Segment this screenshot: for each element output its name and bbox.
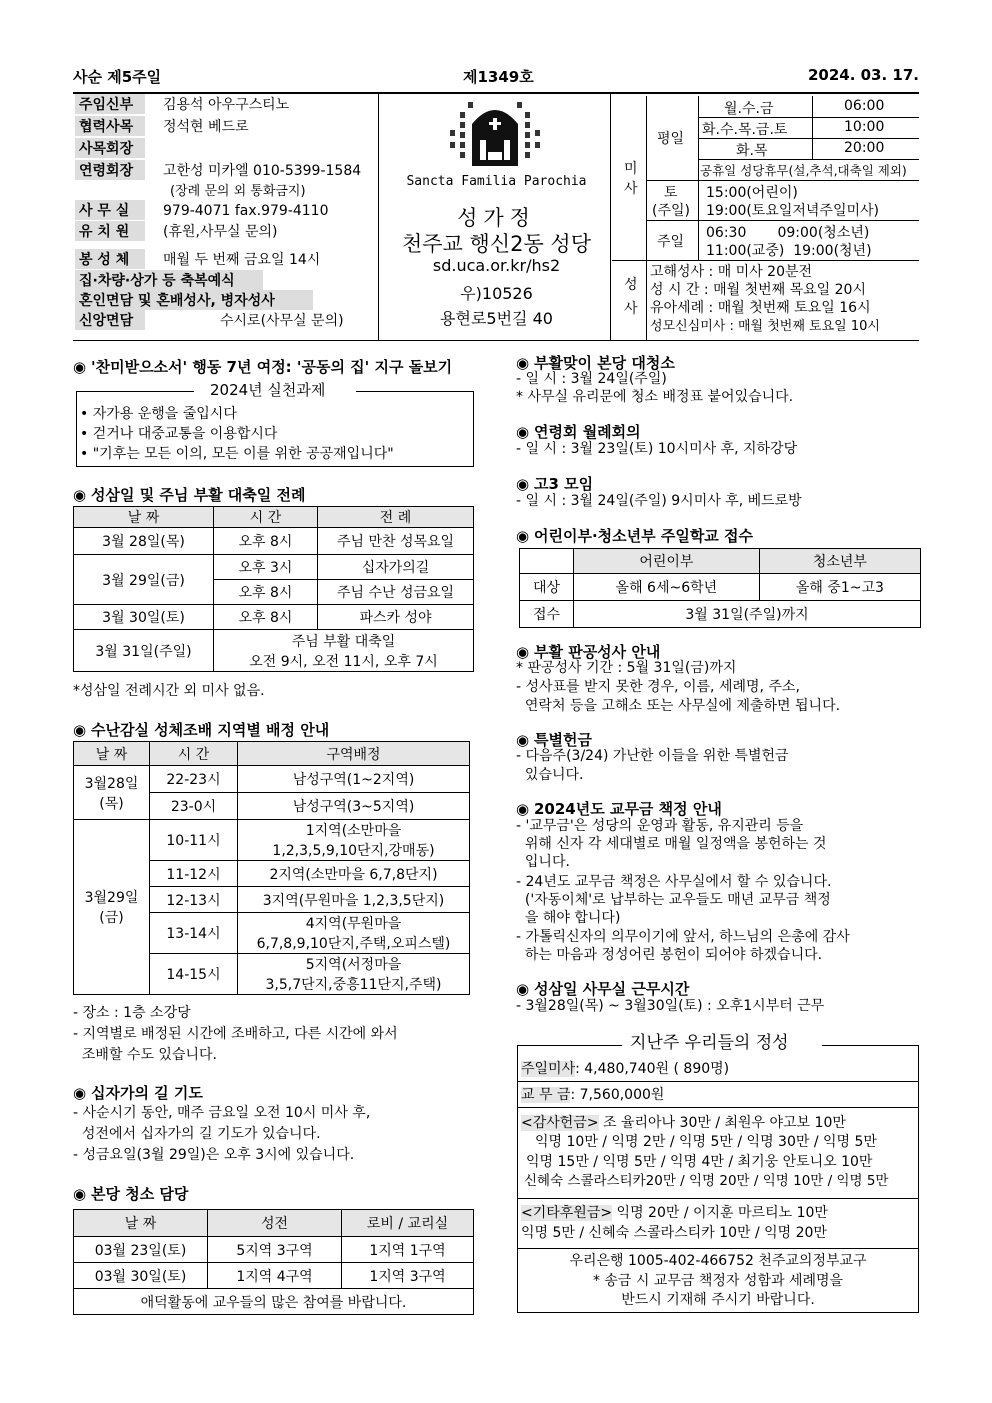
bank-line-2: * 송금 시 교무금 책정자 성함과 세례명을 [592,1273,844,1289]
dues-line-8: 하는 마음과 정성어린 봉헌이 되어야 하겠습니다. [516,947,823,963]
weekday-3: 화.목 [736,143,768,159]
laudato-item-1: • 자가용 운행을 줄입시다 [80,406,237,422]
parish-url[interactable]: sd.uca.or.kr/hs2 [432,256,561,275]
saturday-mass-2: 19:00(토요일저녁주일미사) [706,203,879,219]
parish-logo [440,100,550,172]
triduum-table: 날 짜 시 간 전 례 3월 28일(목) 오후 8시 주님 만찬 성목요일 3월 29일(금) 오후 3시 십자가의길 오후 8시 주님 수난 성금요일 3월 30일(토) 오후 8시 파스카 성야 3월 31일(주일) 주님 부활 대축일 오전 9시, 오전 11시, 오후 7시 [73,506,474,672]
weekday-label: 평일 [657,131,685,147]
issue-date: 2024. 03. 17. [807,66,919,84]
sunday-school-table: 어린이부 청소년부 대상 올해 6세~6학년 올해 중1~고3 접수 3월 31일(주일)까지 [519,548,921,628]
dues-line-1: - '교무금'은 성당의 운영과 활동, 유지관리 등을 [516,818,804,834]
stations-title: ◉ 십자가의 길 기도 [73,1084,203,1102]
offering-sunday: 주일미사: 4,480,740원 ( 890명) [521,1061,730,1077]
kinder-label: 유 치 원 [75,221,145,241]
adoration-note-3: 조배할 수도 있습니다. [73,1047,217,1063]
adoration-table: 날 짜 시 간 구역배정 3월28일 (목) 22-23시 남성구역(1~2지역) 23-0시 남성구역(3~5지역) 3월29일 (금) 10-11시 1지역(소만마을 1,2,3,5,9,10단지,강매동) 11-12시 2지역(소만마을 6,7,8단지) 12-13시 3지역(무원마을 1,2,3,5단지) 13-14시 4지역(무원마을 6,7,8,9,10단지,주택,오피스텔) 14-15시 5지역(서정마을 3,5,7단지,중흥11단지,주택) [73,741,470,995]
bank-line-3: 반드시 기재해 주시기 바랍니다. [621,1292,815,1308]
triduum-title: ◉ 성삼일 및 주님 부활 대축일 전례 [73,486,306,504]
offering-title: 지난주 우리들의 정성 [630,1033,789,1053]
stations-line-3: - 성금요일(3월 29일)은 오후 3시에 있습니다. [73,1147,355,1163]
sacrament-3: 유아세례 : 매월 첫번째 토요일 16시 [650,300,871,316]
triduum-note: *성삼일 전례시간 외 미사 없음. [73,683,265,699]
easter-cleaning-title: ◉ 부활맞이 본당 대청소 [516,354,675,372]
thanks-line-2: 익명 10만 / 익명 2만 / 익명 5만 / 익명 30만 / 익명 5만 [535,1134,877,1150]
thanks-line-4: 신혜숙 스콜라스티카20만 / 익명 20만 / 익명 10만 / 익명 5만 [524,1173,889,1189]
saturday-label: 토 [664,185,678,201]
cleaning-table: 날 짜 성전 로비 / 교리실 03월 23일(토) 5지역 3구역 1지역 1구역 03월 30일(토) 1지역 4구역 1지역 3구역 애덕활동에 교우들의 많은 참여를 바랍니다. [73,1209,474,1315]
dues-line-6: 을 해야 합니다) [516,910,621,926]
zip-code: 우)10526 [460,284,533,303]
faith-label: 신앙면담 [75,310,145,330]
easter-cleaning-line-1: - 일 시 : 3월 24일(주일) [516,371,667,387]
wedding: 혼인면담 및 혼배성사, 병자성사 [75,290,313,310]
pastor-label: 주임신부 [75,94,145,114]
adoration-note-1: - 장소 : 1층 소강당 [73,1005,191,1021]
time-3: 20:00 [844,140,885,156]
laudato-item-2: • 걷거나 대중교통을 이용합시다 [80,426,278,442]
sunday-mass-1: 06:30 09:00(청소년) [706,225,870,241]
mass-label-mi: 미 [624,161,638,177]
confession-title: ◉ 부활 판공성사 안내 [516,643,661,661]
stations-line-2: 성전에서 십자가의 길 기도가 있습니다. [73,1126,321,1142]
cleaning-title: ◉ 본당 청소 담당 [73,1185,189,1203]
latin-name: Sancta Familia Parochia [406,174,587,189]
kinder: (휴원,사무실 문의) [163,224,278,240]
church-name: 천주교 행신2동 성당 [402,232,591,256]
easter-cleaning-line-2: * 사무실 유리문에 청소 배정표 붙어있습니다. [516,389,794,405]
dues-line-7: - 가톨릭신자의 의무이기에 앞서, 하느님의 은총에 감사 [516,929,850,945]
blessing: 집·차량·상가 등 축복예식 [75,270,263,290]
sacrament-4: 성모신심미사 : 매월 첫번째 토요일 10시 [650,319,880,334]
special-line-1: - 다음주(3/24) 가난한 이들을 위한 특별헌금 [516,748,789,764]
service-label: 봉 성 체 [75,249,145,269]
union: 고한성 미카엘 010-5399-1584 [163,163,362,179]
office-hours-title: ◉ 성삼일 사무실 근무시간 [516,980,690,998]
union-label: 연령회장 [75,160,145,180]
senior-line: - 일 시 : 3월 24일(주일) 9시미사 후, 베드로방 [516,493,802,509]
sunday-label: 주일 [657,234,685,250]
special-offering-title: ◉ 특별헌금 [516,731,592,749]
adoration-note-2: - 지역별로 배정된 시간에 조배하고, 다른 시간에 와서 [73,1026,398,1042]
sacrament-label-sa: 사 [624,301,638,317]
adoration-title: ◉ 수난감실 성체조배 지역별 배정 안내 [73,721,330,739]
special-line-2: 있습니다. [516,767,584,783]
dues-line-4: - 24년도 교무금 책정은 사무실에서 할 수 있습니다. [516,874,832,890]
senior-title: ◉ 고3 모임 [516,475,594,493]
sacrament-label-seong: 성 [624,277,638,293]
office-label: 사 무 실 [75,200,145,220]
mass-schedule [612,96,919,340]
assoc: 정석현 베드로 [163,119,249,135]
laudato-box-title: 2024년 실천과제 [210,381,326,399]
laudato-title: ◉ '찬미받으소서' 행동 7년 여정: '공동의 집' 지구 돌보기 [73,358,453,376]
confession-line-3: 연락처 등을 고해소 또는 사무실에 제출하면 됩니다. [516,698,841,714]
thanks-line-3: 익명 15만 / 익명 5만 / 익명 4만 / 최기웅 안토니오 10만 [526,1154,873,1170]
header-divider-1 [378,94,379,340]
thanks-line-1: <감사헌금> 조 율리아나 30만 / 최원우 야고보 10만 [521,1115,846,1131]
time-1: 06:00 [844,98,885,114]
pastor: 김용석 아우구스티노 [163,97,290,113]
dues-title: ◉ 2024년도 교무금 책정 안내 [516,800,722,818]
assoc-label: 협력사목 [75,116,145,136]
sunday-school-title: ◉ 어린이부·청소년부 주일학교 접수 [516,527,754,545]
time-2: 10:00 [844,119,885,135]
sunday-mass-2: 11:00(교중) 19:00(청년) [706,243,872,259]
mass-label-sa: 사 [624,181,638,197]
holiday-note: 공휴일 성당휴무(설,추석,대축일 제외) [700,163,907,178]
dues-line-2: 위해 신자 각 세대별로 매월 일정액을 봉헌하는 것 [516,836,827,852]
confession-line-2: - 성사표를 받지 못한 경우, 이름, 세례명, 주소, [516,679,800,695]
dues-line-3: 입니다. [516,854,570,870]
sacrament-2: 성 시 간 : 매월 첫번째 목요일 20시 [650,282,866,298]
union-meeting-line: - 일 시 : 3월 23일(토) 10시미사 후, 지하강당 [516,441,798,457]
weekday-1: 월.수.금 [724,101,774,117]
header-divider-2 [610,94,611,340]
office: 979-4071 fax.979-4110 [163,203,329,219]
confession-line-1: * 판공성사 기간 : 5월 31일(금)까지 [516,660,737,676]
union-meeting-title: ◉ 연령회 월례회의 [516,423,641,441]
union-note: (장례 문의 외 통화금지) [170,184,306,199]
sacrament-1: 고해성사 : 매 미사 20분전 [650,264,813,280]
stations-line-1: - 사순시기 동안, 매주 금요일 오전 10시 미사 후, [73,1105,371,1121]
etc-line-1: <기타후원금> 익명 20만 / 이지훈 마르티노 10만 [521,1205,828,1221]
weekday-2: 화.수.목.금.토 [702,122,788,138]
parish-name: 성가정 [457,206,536,230]
bank-line-1: 우리은행 1005-402-466752 천주교의정부교구 [569,1253,867,1269]
etc-line-2: 익명 5만 / 신혜숙 스콜라스티카 10만 / 익명 20만 [521,1225,827,1241]
saturday-mass-1: 15:00(어린이) [706,185,798,201]
liturgical-day: 사순 제5주일 [73,68,162,86]
laudato-item-3: • "기후는 모든 이의, 모든 이를 위한 공공재입니다" [80,446,394,462]
offering-dues: 교 무 금: 7,560,000원 [521,1087,665,1103]
header-line [73,66,919,88]
header-bottom-rule [73,340,919,341]
office-hours-line: - 3월28일(목) ~ 3월30일(토) : 오후1시부터 근무 [516,998,825,1014]
faith: 수시로(사무실 문의) [220,313,344,329]
saturday-sub: (주일) [652,203,690,219]
address: 용현로5번길 40 [440,309,553,328]
dues-line-5: ('자동이체'로 납부하는 교우들도 매년 교무금 책정 [516,892,831,908]
service: 매월 두 번째 금요일 14시 [163,252,321,268]
issue-number: 제1349호 [463,68,534,86]
council-label: 사목회장 [75,138,145,158]
